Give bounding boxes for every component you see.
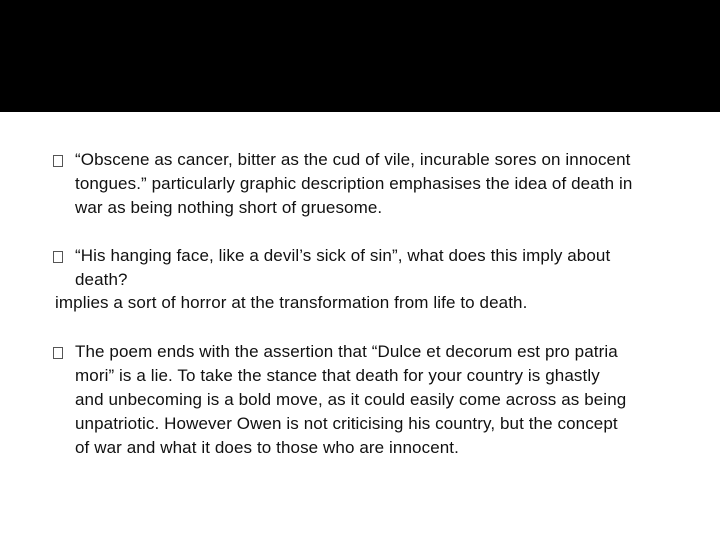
bullet-1-line-2: tongues.” particularly graphic description emphasises the idea of death in: [75, 174, 633, 193]
bullet-1-line-1: “Obscene as cancer, bitter as the cud of vile, incurable sores on innocent: [75, 150, 631, 169]
bullet-icon: [53, 347, 63, 359]
bullet-3-line-1: The poem ends with the assertion that “Dulce et decorum est pro patria: [75, 342, 618, 361]
bullet-icon: [53, 155, 63, 167]
bullet-3-line-4: unpatriotic. However Owen is not criticising his country, but the concept: [75, 414, 618, 433]
bullet-2-line-1: “His hanging face, like a devil’s sick of sin”, what does this imply about: [75, 246, 611, 265]
bullet-icon: [53, 251, 63, 263]
bullet-3-line-2: mori” is a lie. To take the stance that death for your country is ghastly: [75, 366, 600, 385]
bullet-3-line-3: and unbecoming is a bold move, as it could easily come across as being: [75, 390, 627, 409]
bullet-3-line-5: of war and what it does to those who are innocent.: [75, 438, 459, 457]
bullet-2-note: implies a sort of horror at the transformation from life to death.: [55, 293, 528, 312]
bullet-1-line-3: war as being nothing short of gruesome.: [75, 198, 383, 217]
bullet-2-line-2: death?: [75, 270, 128, 289]
